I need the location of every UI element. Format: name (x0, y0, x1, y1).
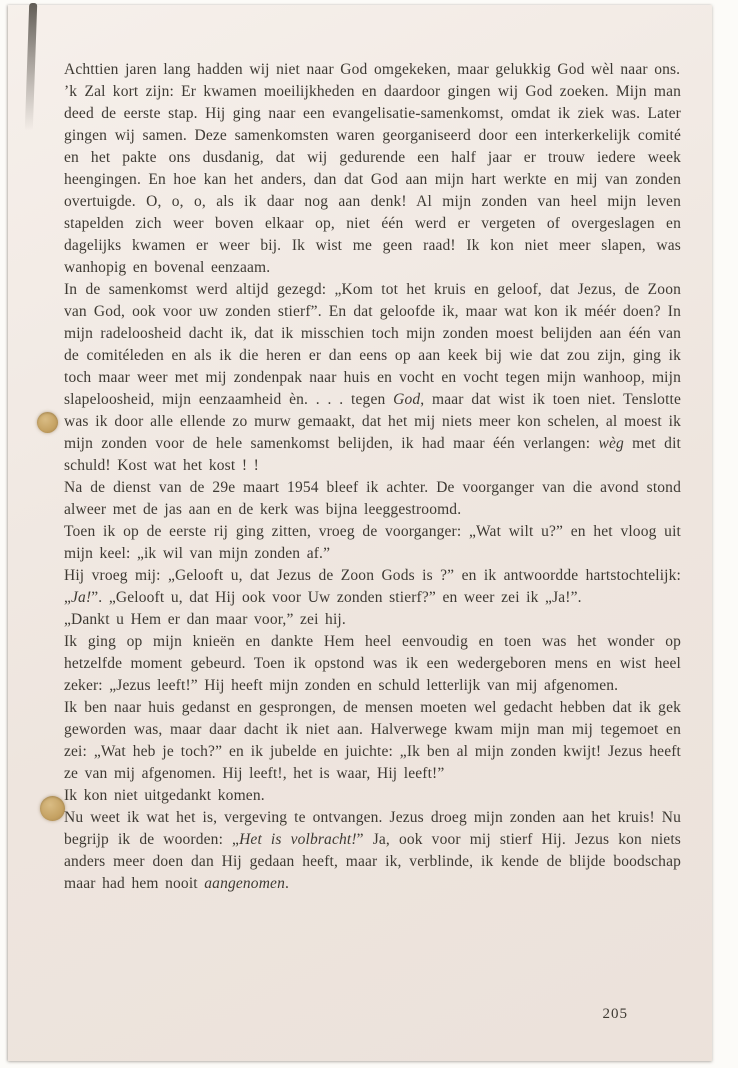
page-edge-shadow (25, 3, 37, 131)
text-run: Ik ging op mijn knieën en dankte Hem heel eenvoudig en toen was het wonder op hetzelfde moment gebeurd. Toen ik opstond was ik een wedergeboren mens en wist heel zeker: „Jezus leeft!” Hij heeft mijn zonden en schuld letterlijk van mij afgenomen. (64, 633, 681, 694)
text-run: aangenomen (204, 875, 285, 892)
body-text (64, 59, 681, 895)
text-run: Het is volbracht! (239, 831, 357, 848)
text-run: ’k Zal kort zijn: Er kwamen moeilijkheden en daardoor gingen wij God zoeken. Mijn man deed de eerste stap. Hij ging naar een evangelisatie-samenkomst, omdat ik ziek was. Later gingen wij samen. Deze samenkomsten waren georganiseerd door een interkerkelijk comité en het pakte ons dusdanig, dat wij gedurende een half jaar er trouw iedere week heengingen. En hoe kan het anders, dan dat God aan mijn hart werkte en mij van zonden overtuigde. O, o, o, als ik daar nog aan denk! Al mijn zonden van heel mijn leven stapelden zich weer boven elkaar op, niet één werd er vergeten of overgeslagen en dagelijks kwamen er weer bij. Ik wist me geen raad! Ik kon niet meer slapen, was wanhopig en bovenal eenzaam. (64, 83, 681, 276)
paragraph (64, 565, 681, 609)
paragraph (64, 785, 681, 807)
text-run: met dit schuld! Kost wat het kost ! ! (64, 435, 681, 474)
text-run: Achttien jaren lang hadden wij niet naar God omgekeken, maar gelukkig God wèl naar ons. (64, 61, 681, 78)
text-run: ”. „Gelooft u, dat Hij ook voor Uw zonden stierf?” en weer zei ik „Ja!”. (91, 589, 582, 606)
text-run: Ik ben naar huis gedanst en gesprongen, de mensen moeten wel gedacht hebben dat ik gek geworden was, maar daar dacht ik niet aan. Halverwege kwam mijn man mij tegemoet en zei: „Wat heb je toch?” en ik jubelde en juichte: „Ik ben al mijn zonden kwijt! Jezus heeft ze van mij afgenomen. Hij leeft!, het is waar, Hij leeft!” (64, 699, 681, 782)
punch-hole-bottom (40, 796, 65, 821)
text-run: Ja! (71, 589, 92, 606)
text-run: ” Ja, ook voor mij stierf Hij. Jezus kon niets anders meer doen dan Hij gedaan heeft, maar ik, verblinde, ik kende de blijde boodschap maar had hem nooit (64, 831, 681, 892)
text-run: , maar dat wist ik toen niet. Tenslotte was ik door alle ellende zo murw gemaakt, dat het mij niets meer kon schelen, al moest ik mijn zonden voor de hele samenkomst belijden, ik had maar één verlangen: (64, 391, 682, 452)
book-page (8, 5, 712, 1061)
text-run: In de samenkomst werd altijd gezegd: „Kom tot het kruis en geloof, dat Jezus, de Zoon van God, ook voor uw zonden stierf”. En dat geloofde ik, maar wat kon ik méér doen? In mijn radeloosheid dacht ik, dat ik misschien toch mijn zonden moest belijden aan één van de comitéleden en als ik die heren er dan eens op aan keek bij wie dat zou zijn, ging ik toch maar weer met mij zondenpak naar huis en vocht en vocht tegen mijn wanhoop, mijn slapeloosheid, mijn eenzaamheid èn. . . . tegen (64, 281, 681, 408)
text-run: . (284, 875, 289, 892)
paragraph (64, 59, 681, 81)
text-run: Toen ik op de eerste rij ging zitten, vroeg de voorganger: „Wat wilt u?” en het vloog uit mijn keel: „ik wil van mijn zonden af.” (64, 523, 681, 562)
paragraph (64, 697, 681, 785)
paragraph (64, 279, 681, 477)
text-run: Ik kon niet uitgedankt komen. (64, 787, 265, 804)
text-run: Na de dienst van de 29e maart 1954 bleef ik achter. De voorganger van die avond stond alweer met de jas aan en de kerk was bijna leeggestroomd. (64, 479, 681, 518)
paragraph (64, 477, 681, 521)
paragraph (64, 81, 681, 279)
paragraph (64, 631, 681, 697)
text-run: God (393, 391, 421, 408)
text-run: Nu weet ik wat het is, vergeving te ontvangen. Jezus droeg mijn zonden aan het kruis! Nu begrijp ik de woorden: „ (64, 809, 681, 848)
text-run: „Dankt u Hem er dan maar voor,” zei hij. (64, 611, 346, 628)
page-number: 205 (602, 1006, 628, 1022)
paragraph (64, 521, 681, 565)
paragraph (64, 807, 681, 895)
paragraph (64, 609, 681, 631)
text-run: Hij vroeg mij: „Gelooft u, dat Jezus de Zoon Gods is ?” en ik antwoordde hartstochtelijk: „ (64, 567, 681, 606)
text-run: wèg (598, 435, 624, 452)
punch-hole-top (37, 412, 58, 433)
